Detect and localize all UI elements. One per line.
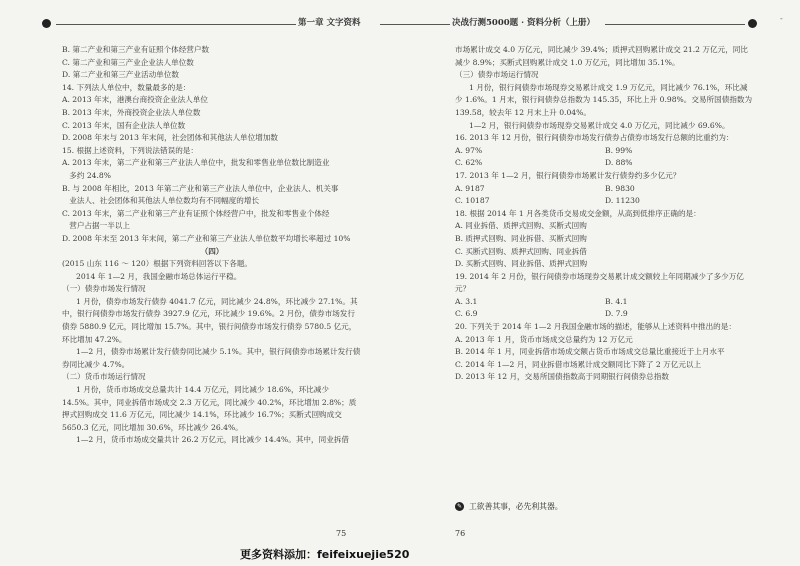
option: A. 97%	[455, 145, 483, 155]
motto-text: 工欲善其事，必先利其器。	[469, 502, 563, 511]
question-line: B. 第二产业和第三产业有证照个体经营户数	[62, 45, 210, 54]
question-line: D. 第二产业和第三产业活动单位数	[62, 70, 179, 80]
option: C. 2014 年 1—2 月，同业拆借市场累计成交额同比下降了 2 万亿元以上	[455, 359, 702, 369]
paragraph: 2014 年 1—2 月，我国金融市场总体运行平稳。	[76, 271, 242, 281]
page-number: 75	[336, 529, 347, 538]
option: B. 2014 年 1 月，同业拆借市场成交额占货币市场成交总量比重接近于上月水平	[455, 347, 725, 357]
options-19	[455, 308, 755, 321]
subheading: （一）债券市场发行情况	[62, 284, 146, 294]
right-page	[455, 44, 755, 384]
subheading: （三）债券市场运行情况	[455, 70, 539, 80]
question-line: D. 2008 年末至 2013 年末间，第二产业和第三产业法人单位数平均增长率超过 10%	[62, 233, 351, 243]
bullet-icon	[42, 19, 51, 28]
option: C. 62%	[455, 158, 483, 168]
option: C. 10187	[455, 196, 490, 206]
paragraph: 1 月份，货币市场成交总量共计 14.4 万亿元，同比减少 18.6%，环比减少 14.5%。其中，同业拆借市场成交 2.3 万亿元，同比减少 40.2%，环比增加 2.8%；质押式回购成交 11.6 万亿元，同比减少 14.1%，环比减少 16.7%；买断式回购成交 5650.3 亿元，同比增加 30.6%，环比减少 26.4%。	[62, 385, 357, 432]
option: B. 4.1	[605, 296, 628, 306]
motto-note	[455, 501, 563, 512]
options-17	[455, 195, 755, 208]
bullet-icon	[748, 19, 757, 28]
question-line: D. 2008 年末与 2013 年末间，社会团体和其他法人单位增加数	[62, 133, 279, 143]
paragraph: 1—2 月，债券市场累计发行债券同比减少 5.1%。其中，银行间债券市场累计发行债券同比减少 4.7%。	[62, 347, 361, 369]
option: D. 11230	[605, 196, 640, 206]
question-line: 业法人、社会团体和其他法人单位数均有不同幅度的增长	[62, 196, 260, 206]
option: D. 2013 年 12 月，交易所国债指数高于同期银行间债券总指数	[455, 372, 669, 382]
option: B. 质押式回购、同业拆借、买断式回购	[455, 233, 587, 243]
question-line: A. 2013 年末，第二产业和第三产业法人单位中，批发和零售业单位数比制造业	[62, 158, 330, 168]
subheading: （二）货币市场运行情况	[62, 372, 146, 382]
left-page	[62, 44, 362, 447]
question-line: C. 2013 年末，第二产业和第三产业有证照个体经营户中，批发和零售业个体经	[62, 208, 330, 218]
paragraph: 1 月份，银行间债券市场现券交易累计成交 1.9 万亿元，同比减少 76.1%，环比减少 1.6%。1 月末，银行间债券总指数为 145.35，环比上升 0.98%。交易所国债指数为 139.58，较去年 12 月末上升 0.04%。	[455, 82, 755, 117]
question-line: 多约 24.8%	[62, 170, 111, 180]
book-title: 决战行测5000题 · 资料分析（上册）	[452, 18, 596, 28]
pen-icon: ✎	[456, 503, 463, 510]
question-line: 15. 根据上述资料，下列说法错误的是：	[62, 145, 198, 155]
question-18: 18. 根据 2014 年 1 月各类货币交易成交金额，从高到低排序正确的是：	[455, 208, 701, 218]
paragraph: 1—2 月，货币市场成交量共计 26.2 万亿元，同比减少 14.4%。其中，同业拆借	[76, 435, 349, 445]
option: D. 7.9	[605, 309, 628, 319]
question-line: C. 2013 年末，国有企业法人单位数	[62, 120, 186, 130]
section-heading: （四）	[200, 246, 224, 256]
page-header	[40, 14, 760, 32]
option: B. 99%	[605, 145, 633, 155]
options-16	[455, 157, 755, 170]
option: D. 买断式回购、同业拆借、质押式回购	[455, 259, 588, 269]
question-line: B. 与 2008 年相比，2013 年第二产业和第三产业法人单位中，企业法人、机关事	[62, 183, 339, 193]
question-line: 14. 下列法人单位中，数量最多的是：	[62, 82, 191, 92]
option: B. 9830	[605, 183, 635, 193]
corner-mark: -	[780, 14, 783, 23]
option: A. 3.1	[455, 296, 478, 306]
paragraph: 1 月份，债券市场发行债券 4041.7 亿元，同比减少 24.8%，环比减少 27.1%。其中，银行间债券市场发行债券 3927.9 亿元，环比减少 19.6%。2 月份，债券市场发行债券 5880.9 亿元，同比增加 15.7%。其中，银行间债券市场发行债券 5780.5 亿元，环比增加 47.2%。	[62, 296, 358, 344]
option: C. 买断式回购、质押式回购、同业拆借	[455, 246, 587, 256]
option: A. 同业拆借、质押式回购、买断式回购	[455, 221, 587, 231]
options-19	[455, 296, 755, 309]
options-16	[455, 145, 755, 158]
question-line: C. 第二产业和第三产业企业法人单位数	[62, 57, 194, 67]
question-20: 20. 下列关于 2014 年 1—2 月我国金融市场的描述，能够从上述资料中推出的是：	[455, 322, 736, 332]
question-16: 16. 2013 年 12 月份，银行间债券市场发行债券占债券市场发行总额的比重约为：	[455, 133, 734, 143]
question-17: 17. 2013 年 1—2 月，银行间债券市场累计发行债券约多少亿元？	[455, 170, 681, 180]
question-line: 营户占据一半以上	[62, 221, 130, 231]
question-lines	[62, 44, 362, 246]
question-19: 19. 2014 年 2 月份，银行间债券市场现券交易累计成交额较上年同期减少了多少万亿元？	[455, 271, 744, 294]
intro: (2015 山东 116 ～ 120）根据下列资料回答以下各题。	[62, 259, 253, 269]
option: C. 6.9	[455, 309, 478, 319]
question-line: B. 2013 年末，外商投资企业法人单位数	[62, 107, 201, 117]
footer-contact: 更多资料添加：feifeixuejie520	[240, 548, 410, 561]
chapter-title: 第一章 文字资料	[298, 18, 361, 28]
page-number: 76	[455, 529, 466, 538]
paragraph: 1—2 月，银行间债券市场现券交易累计成交 4.0 万亿元，同比减少 69.6%。	[469, 120, 730, 130]
question-line: A. 2013 年末，港澳台商投资企业法人单位	[62, 95, 208, 105]
paragraph: 市场累计成交 4.0 万亿元，同比减少 39.4%；质押式回购累计成交 21.2 万亿元，同比减少 8.9%；买断式回购累计成交 1.0 万亿元，同比增加 35.1%。	[455, 45, 748, 67]
option: D. 88%	[605, 158, 633, 168]
options-17	[455, 183, 755, 196]
option: A. 9187	[455, 183, 485, 193]
option: A. 2013 年 1 月，货币市场成交总量约为 12 万亿元	[455, 334, 633, 344]
